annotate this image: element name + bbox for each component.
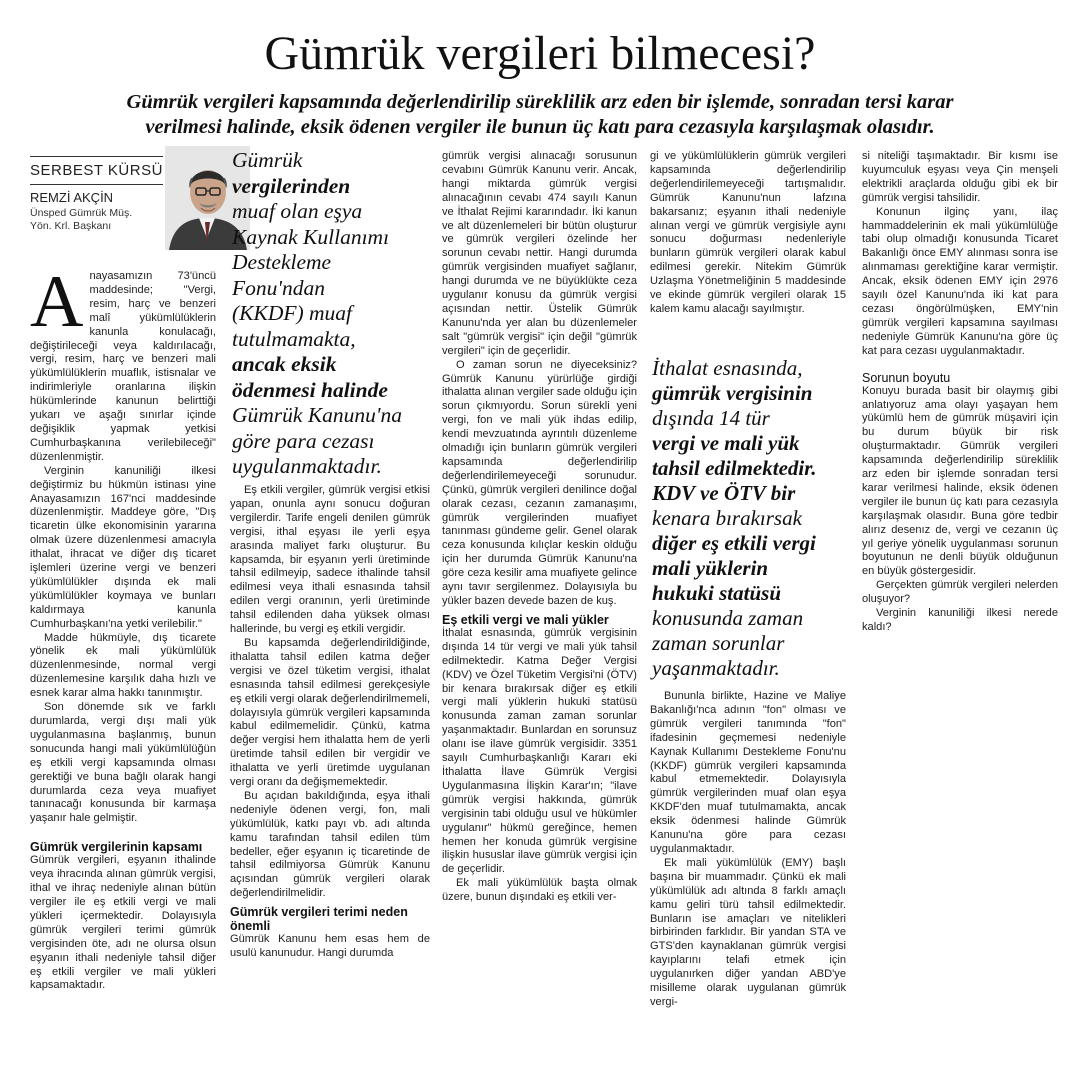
byline-middle-rule [30, 184, 163, 185]
pull-quote-1-line: Gümrük [232, 148, 303, 172]
section-label: SERBEST KÜRSÜ [30, 162, 163, 179]
col1-paragraph-2: Verginin kanuniliği ilkesi değiştirmiz bu hükmün istinası yine Anayasamızın 167'nci maddesinde düzenlenmiştir. Maddeye göre, "Dış ticaretin ülke ekonomisinin yararına olmak üzere düzenlenmesi amacıyla ithalat, ihracat ve diğer dış ticaret işlemleri üzerine vergi ve benzeri yükümlülükler dışında ek mali yükümlülükler koymaya ve bunları kaldırmaya kanunla Cumhurbaşkanı'na yetki verilebilir." [30, 464, 216, 630]
author-role [30, 207, 132, 233]
col3-paragraph-4: Ek mali yükümlülük başta olmak üzere, bunun dışındaki eş etkili ver- [442, 877, 637, 904]
pull-quote-2-line: hukuki statüsü [652, 581, 781, 605]
author-role-line-1: Ünsped Gümrük Müş. [30, 207, 133, 219]
col4-paragraph-1: gi ve yükümlülüklerin gümrük vergileri kapsamında değerlendirilip değerlendirilemeyeceği tartışmalıdır. Gümrük Kanunu'nun lafzına bakarsanız; eşyanın ithali nedeniyle alınan vergi ve gümrük vergisiyle aynı sonucu doğurması nedenleriyle bunların gümrük vergileri olarak kabul edilmesi gerekir. Nitekim Gümrük Uzlaşma Yönetmeliğinin 5 maddesinde ve ekinde gümrük vergileri olarak 15 kalem kamu alacağı sayılmıştır. [650, 150, 846, 315]
pull-quote-2 [652, 356, 852, 681]
column-5 [862, 150, 1058, 635]
drop-cap: A [30, 261, 84, 343]
col3-paragraph-3: İthalat esnasında, gümrük vergisinin dışında 14 tür vergi ve mali yük tahsil edilmektedir. Katma Değer Vergisi (KDV) ve Özel Tüketim Vergisi'ni (ÖTV) bir kenara bırakırsak diğer eş etkili vergi mali yüklerin hukuki statüsü konusunda zaman zaman sorunlar yaşanmaktadır. Bunlardan en sorunsuz olanı ise ilave gümrük vergisidir. 3351 sayılı Cumhurbaşkanlığı Kararı eki İthalatta İlave Gümrük Vergisi Uygulanmasına İlişkin Karar'ın; "ilave gümrük vergisi hakkında, gümrük vergisinin tabi olduğu usul ve hükümler uygulanır" hükmü gereğince, hemen hemen her konuda gümrük vergisine ilişkin hususlar ilave gümrük vergisi için de geçerlidir. [442, 626, 637, 876]
col1-paragraph-5: Gümrük vergileri, eşyanın ithalinde veya ihracında alınan gümrük vergisi, ithal ve ihraç nedeniyle alınan bütün vergiler ile eş etkili vergi ve mali yükleri içermektedir. Dolayısıyla gümrük vergileri terimi gümrük vergisinden öte, adı ne olursa olsun eşyanın ithali nedeniyle tahsil diğer eş etkili vergiler ve mali yükleri kapsamaktadır. [30, 854, 216, 992]
col2-paragraph-1: Eş etkili vergiler, gümrük vergisi etkisi yapan, onunla aynı sonucu doğuran vergilerdir. Tarife engeli denilen gümrük vergisi, ithal eşyası ile yerli eşya arasında maliyet farkı oluşturur. Bu kapsamda, bir eşyanın yerli üretiminde tahsil edilmeyip, sadece ithalinde tahsil edilmesi veya ithali esnasında tahsil edilen vergi oranının, yerli üretiminde tahsil edilenden daha yüksek olması hallerinde, bu vergi eş etkili vergidir. [230, 484, 430, 636]
col1-paragraph-1-text: nayasamızın 73'üncü maddesinde; "Vergi, resim, harç ve benzeri malî yükümlülüklerin kanunla konulacağı, değiştirileceği veya kaldırılacağı, vergi, resim, harç ve benzeri mali yükümlülüklerin muaflık, istisnalar ve indirimleriyle oranlarına ilişkin hükümlerinde kanunun belirttiği yukarı ve aşağı sınırlar içinde değişiklik yapmak yetkisi Cumhurbaşkanına verilebileceği" düzenlenmiştir. [30, 270, 216, 463]
section-heading-es-etkili: Eş etkili vergi ve mali yükler [442, 612, 609, 627]
col1-paragraph-3: Madde hükmüyle, dış ticarete yönelik ek mali yükümlülük düzenlenmesinde, normal vergi düzenlemesine karşılık daha hızlı ve esnek karar alma hakkı tanınmıştır. [30, 631, 216, 700]
section-heading-boyut: Sorunun boyutu [862, 370, 951, 385]
pull-quote-2-line: diğer eş etkili vergi [652, 531, 816, 555]
pull-quote-1-line: ancak eksik [232, 352, 337, 376]
headline: Gümrük vergileri bilmecesi? [264, 27, 816, 80]
pull-quote-1-line: göre para cezası [232, 428, 375, 453]
author-role-line-2: Yön. Krl. Başkanı [30, 220, 112, 232]
col2-paragraph-3: Bu açıdan bakıldığında, eşya ithali nedeniyle ödenen vergi, fon, mali yükümlülük, katkı payı vb. adı altında kamu tarafından tahsil edilen tüm bedeller, eğer eşyanın iç ticaretinde de tahsil edilmiyorsa Gümrük Kanunu açısından gümrük vergileri olarak değerlendirilmelidir. [230, 789, 430, 900]
pull-quote-1-line: tutulmamakta, [232, 326, 356, 351]
pull-quote-2-line: tahsil edilmektedir. [652, 456, 817, 480]
byline [30, 146, 220, 250]
col4-paragraph-2: Bununla birlikte, Hazine ve Maliye Bakanlığı'nca adının "fon" olması ve gümrük vergileri tanımında "fon" ifadesinin geçmemesi nedeniyle Kaynak Kullanımı Destekleme Fonu'nu (KKDF) gümrük vergileri kapsamında kabul etmemektedir. Dolayısıyla gümrük vergilerinden muaf olan eşya KKDF'den muaf tutulmamakta, ancak eksik ödenmesi halinde Gümrük Kanunu'na göre para cezası uygulanmaktadır. [650, 690, 846, 855]
pull-quote-1 [232, 148, 432, 480]
pull-quote-1-line: vergilerinden [232, 173, 351, 198]
section-heading-terim: Gümrük vergileri terimi neden önemli [230, 905, 408, 934]
pull-quote-2-line: konusunda zaman [652, 606, 804, 630]
column-4-top [650, 150, 846, 317]
col1-paragraph-4: Son dönemde sık ve farklı durumlarda, vergi dışı mali yük uygulanmasına başlanmış, bunun sonucunda hangi mali yükümlülüğün eş etkili vergi kapsamında olması gerektiği ve buna bağlı olarak hangi durumlarda ceza veya muafiyet tanınacağı konusunda bir karmaşa yaşanır hale gelmiştir. [30, 701, 216, 825]
pull-quote-1-line: muaf olan eşya [232, 199, 363, 223]
col1-paragraph-1 [30, 261, 216, 465]
pull-quote-2-line: mali yüklerin [652, 556, 769, 580]
pull-quote-1-line: ödenmesi halinde [232, 377, 388, 402]
byline-top-rule [30, 156, 163, 157]
column-4-bottom [650, 690, 846, 1010]
section-heading-kapsam: Gümrük vergilerinin kapsamı [30, 840, 203, 855]
col5-paragraph-5: Verginin kanuniliği ilkesi nerede kaldı? [862, 607, 1058, 633]
col3-paragraph-2: O zaman sorun ne diyeceksiniz? Gümrük Kanunu yürürlüğe girdiği ithalatta alınan vergiler sade olduğu için sorun çıkmıyordu. Sorun sürekli yeni vergi, fon ve mali yük ihdas edilip, kendi mevzuatında ayrıntılı düzenleme olmadığı için bunların gümrük vergileri kapsamında değerlendirilip değerlendirilemeyeceği sorunudur. Çünkü, gümrük vergileri denilince doğal olarak cezası, cezanın zamanaşımı, gümrük vergilerinden muafiyet tanınması gündeme gelir. Genel olarak ceza konusunda kılıçlar keskin olduğu için her durumda Gümrük Kanunu'na göre ceza kesilir ama muafiyete gelince aynı tavır sergilenmez. Dolayısıyla bu yükler bazen devede bazen de kuş. [442, 358, 637, 607]
subheadline-line-2: verilmesi halinde, eksik ödenen vergiler ile bunun üç katı para cezasıyla karşılaşmak olasıdır. [145, 116, 935, 138]
pull-quote-2-line: zaman sorunlar [652, 631, 785, 655]
pull-quote-1-line: (KKDF) muaf [232, 301, 353, 325]
column-3 [442, 150, 637, 905]
pull-quote-1-line: Kaynak Kullanımı [232, 224, 390, 249]
col5-paragraph-4: Gerçekten gümrük vergileri nelerden oluşuyor? [862, 579, 1058, 606]
col2-paragraph-2: Bu kapsamda değerlendirildiğinde, ithalatta tahsil edilen katma değer vergisi ve özel tüketim vergisi, ithalat esnasında tahsil edilmesi gerekçesiyle eş etkili vergi olarak değerlendirilmemeli, dolayısıyla gümrük vergileri kapsamında kabul edilmemelidir. Çünkü, katma değer vergisi hem ithalatta hem de yerli üretimde tahsil edilen bir vergidir ve ithalatta ve yerli üretimde uygulanan vergi oranı da değişmemektedir. [230, 636, 430, 789]
pull-quote-2-line: İthalat esnasında, [652, 356, 803, 380]
author-name: REMZİ AKÇİN [30, 190, 114, 205]
pull-quote-1-line: Destekleme [232, 250, 332, 274]
pull-quote-1-line: uygulanmaktadır. [232, 454, 382, 478]
pull-quote-1-line: Gümrük Kanunu'na [232, 403, 403, 427]
column-2 [230, 484, 430, 961]
pull-quote-2-line: kenara bırakırsak [652, 506, 802, 530]
pull-quote-2-line: dışında 14 tür [652, 406, 770, 430]
col5-paragraph-1: si niteliği taşımaktadır. Bir kısmı ise kuyumculuk eşyası veya Çin menşeli elektrikli araçlarda olduğu gibi ek bir gümrük vergisi tahsilidir. [862, 150, 1058, 204]
pull-quote-2-line: yaşanmaktadır. [652, 656, 780, 680]
col5-paragraph-2: Konunun ilginç yanı, ilaç hammaddelerinin ek mali yükümlülüğe tabi olup olmadığı konusunda Ticaret Bakanlığı önce EMY alınması sonra ise alınmaması gerektiğine karar vermiştir. Ancak, eksik ödenen EMY için 2976 sayılı özel Kanunu'nda iki kat para cezası öngörülmüşken, EMY'nin gümrük vergileri kapsamına sayılması nedeniyle Gümrük Kanunu'na göre üç kat para cezası uygulanmaktadır. [862, 205, 1058, 357]
pull-quote-1-line: Fonu'ndan [232, 275, 325, 300]
pull-quote-2-line: KDV ve ÖTV bir [652, 481, 796, 505]
col2-paragraph-4: Gümrük Kanunu hem esas hem de usulü kanunudur. Hangi durumda [230, 933, 430, 960]
col4-paragraph-3: Ek mali yükümlülük (EMY) başlı başına bir muammadır. Çünkü ek mali yükümlülük adı altında 8 farklı amaçlı kamu geliri türü tahsil edilmektedir. Bunların ise amaçları ve nitelikleri birbirinden farklıdır. Bir yandan STA ve GTS'den kaynaklanan gümrük vergisi kayıplarını telafi etmek için uygulanırken diğer yandan ABD'ye misilleme olarak uygulanan gümrük vergi- [650, 856, 846, 1008]
column-1 [30, 261, 216, 993]
pull-quote-2-line: vergi ve mali yük [652, 431, 800, 455]
subheadline-line-1: Gümrük vergileri kapsamında değerlendirilip süreklilik arz eden bir işlemde, sonradan tersi karar [126, 91, 954, 113]
col5-paragraph-3: Konuyu burada basit bir olaymış gibi anlatıyoruz ama olayı yaşayan hem yükümlü hem de gümrük müşaviri için bu durum büyük bir risk oluşturmaktadır. Gümrük vergileri kapsamında değerlendirilip süreklilik arz eden bir işlemde sonradan tersi karar verilmesi halinde, eksik ödenen vergiler ile bunun üç katı para cezasıyla karşılaşmak olasıdır. Buna göre tedbir alırız desenız de, vergi ve cezanın üç yıl geriye yönelik uygulanması sorunun boyutunun ne denli büyük olduğunun en büyük göstergesidir. [862, 384, 1058, 578]
subheadline [60, 90, 1020, 140]
col3-paragraph-1: gümrük vergisi alınacağı sorusunun cevabını Gümrük Kanunu verir. Ancak, hangi miktarda gümrük vergisi alınacağının cevabı 474 sayılı Kanun ve İthalat Rejimi kararındadır. İki kanun ve alt düzenlemeleri bir bütün oluşturur ve gümrük vergileri özelinde her sorunun cevabı nettir. Hangi durumda gümrük vergisinden muafiyet sağlanır, hangi durumda ve ne büyüklükte ceza uygulanır konusu da gümrük vergisi açısından nettir. Üstelik Gümrük Kanunu'nda yer alan bu düzenlemeler salt "gümrük vergisi" için değil "gümrük vergileri" için de geçerlidir. [442, 150, 637, 357]
pull-quote-2-line: gümrük vergisinin [652, 381, 813, 405]
